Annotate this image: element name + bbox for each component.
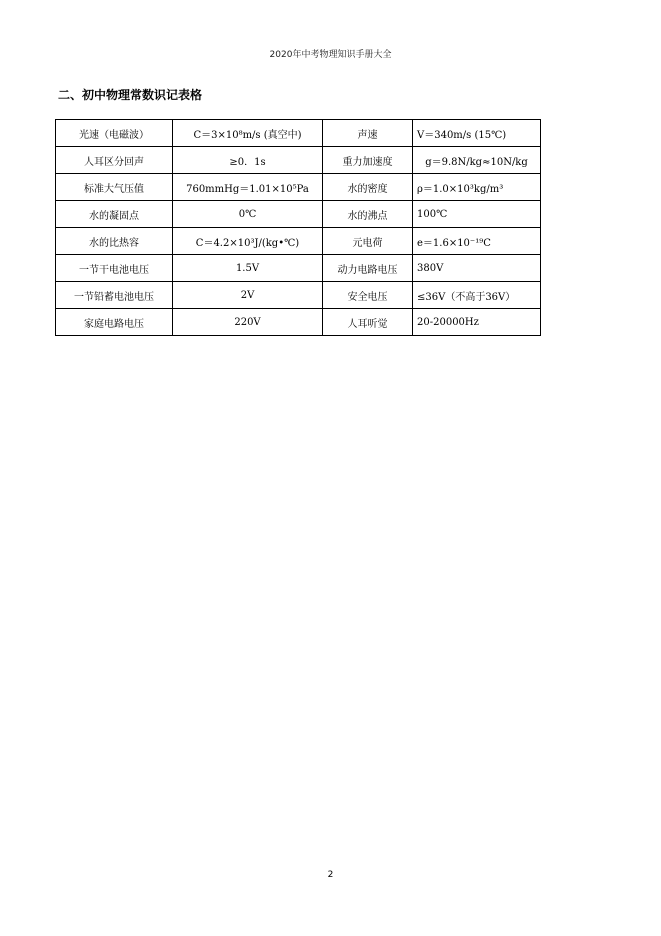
constant-value: 100℃	[413, 201, 541, 228]
constant-name: 动力电路电压	[323, 255, 413, 282]
constant-value: 1.5V	[173, 255, 323, 282]
constant-name: 一节铅蓄电池电压	[56, 282, 173, 309]
table-row	[56, 282, 541, 309]
constant-value: 20-20000Hz	[413, 309, 541, 336]
constant-value: ≤36V（不高于36V）	[413, 282, 541, 309]
constant-value: C＝3×10⁸m/s (真空中)	[173, 120, 323, 147]
table-row	[56, 309, 541, 336]
constant-name: 标准大气压值	[56, 174, 173, 201]
constant-name: 重力加速度	[323, 147, 413, 174]
constant-value: 760mmHg＝1.01×10⁵Pa	[173, 174, 323, 201]
table-row	[56, 174, 541, 201]
constant-name: 水的比热容	[56, 228, 173, 255]
constant-value: 2V	[173, 282, 323, 309]
constant-name: 一节干电池电压	[56, 255, 173, 282]
constant-name: 家庭电路电压	[56, 309, 173, 336]
constant-name: 光速（电磁波）	[56, 120, 173, 147]
constant-value: C＝4.2×10³J/(kg•℃)	[173, 228, 323, 255]
table-row	[56, 228, 541, 255]
constant-value: 380V	[413, 255, 541, 282]
constant-value: g＝9.8N/kg≈10N/kg	[413, 147, 541, 174]
constant-name: 水的沸点	[323, 201, 413, 228]
table-row	[56, 201, 541, 228]
table-row	[56, 255, 541, 282]
constant-value: ≥0．1s	[173, 147, 323, 174]
constant-value: 0℃	[173, 201, 323, 228]
page-header: 2020年中考物理知识手册大全	[269, 50, 392, 60]
constant-name: 水的凝固点	[56, 201, 173, 228]
constant-name: 元电荷	[323, 228, 413, 255]
constant-value: V＝340m/s (15℃)	[413, 120, 541, 147]
table-row	[56, 147, 541, 174]
constant-name: 人耳区分回声	[56, 147, 173, 174]
constant-value: ρ＝1.0×10³kg/m³	[413, 174, 541, 201]
constant-name: 安全电压	[323, 282, 413, 309]
table-row	[56, 120, 541, 147]
constant-name: 人耳听觉	[323, 309, 413, 336]
section-title: 二、初中物理常数识记表格	[58, 88, 203, 102]
page-number: 2	[327, 870, 334, 880]
constant-name: 声速	[323, 120, 413, 147]
constant-name: 水的密度	[323, 174, 413, 201]
constant-value: 220V	[173, 309, 323, 336]
constant-value: e＝1.6×10⁻¹⁹C	[413, 228, 541, 255]
constants-table	[55, 119, 541, 336]
